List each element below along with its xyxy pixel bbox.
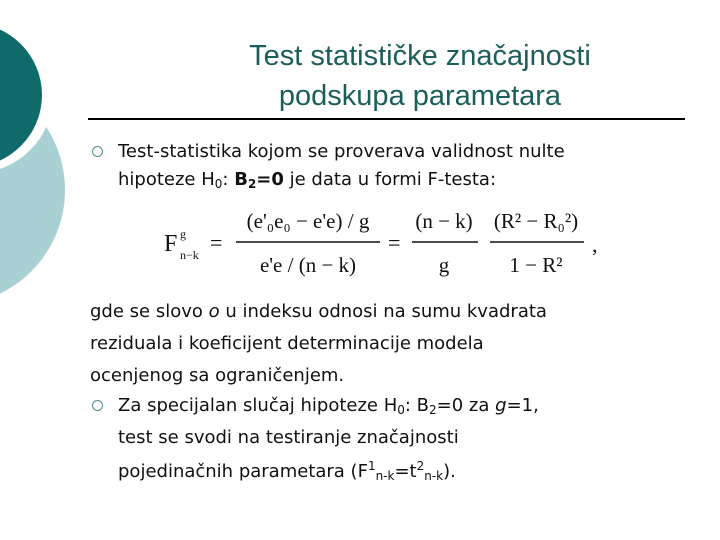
bullet-2-line-1: Za specijalan slučaj hipoteze $H_0$: $B_2=0$ za g=1, bbox=[118, 395, 539, 417]
title-line-1: Test statističke značajnosti bbox=[249, 40, 591, 72]
bullet-1-text bbox=[118, 138, 565, 198]
bullet-1-line-2: hipoteze $H_0$: $B_2=0$ je data u formi F-testa: bbox=[118, 169, 497, 191]
formula-equals-2: = bbox=[388, 230, 401, 255]
formula-f-sup: g bbox=[180, 227, 186, 241]
formula-f-sub: n−k bbox=[180, 248, 199, 262]
title-line-2: podskupa parametara bbox=[278, 80, 562, 112]
formula-numerator-3: (R² − R₀²) bbox=[493, 209, 579, 233]
formula-equals-1: = bbox=[210, 230, 223, 255]
formula-numerator-1: (e'₀e₀ − e'e) / g bbox=[246, 209, 370, 233]
paragraph-line-2: reziduala i koeficijent determinacije modela bbox=[90, 333, 484, 354]
paragraph-line-3: ocenjenog sa ograničenjem. bbox=[90, 365, 345, 386]
bullet-ring-icon bbox=[92, 146, 103, 157]
bullet-1-line-1: Test-statistika kojom se proverava validnost nulte bbox=[118, 141, 565, 162]
formula-comma: , bbox=[592, 232, 598, 257]
formula-denominator-1: e'e / (n − k) bbox=[259, 253, 357, 277]
bullet-2-text bbox=[118, 392, 539, 490]
explanation-paragraph bbox=[90, 296, 547, 392]
formula-denominator-3: 1 − R² bbox=[509, 253, 563, 277]
title-underline bbox=[88, 118, 685, 120]
bullet-2-line-3: pojedinačnih parametara $(F^1_{n-k}=t^2_{n-k})$. bbox=[118, 459, 456, 483]
formula-numerator-2: (n − k) bbox=[415, 209, 473, 233]
paragraph-line-1: gde se slovo o u indeksu odnosi na sumu kvadrata bbox=[90, 301, 547, 322]
slide-title bbox=[120, 36, 720, 116]
f-test-formula bbox=[160, 198, 620, 288]
bullet-2-line-2: test se svodi na testiranje značajnosti bbox=[118, 427, 459, 448]
decorative-circles bbox=[0, 0, 80, 300]
formula-denominator-2: g bbox=[438, 253, 450, 277]
bullet-ring-icon bbox=[92, 400, 103, 411]
formula-f: F bbox=[164, 231, 178, 257]
